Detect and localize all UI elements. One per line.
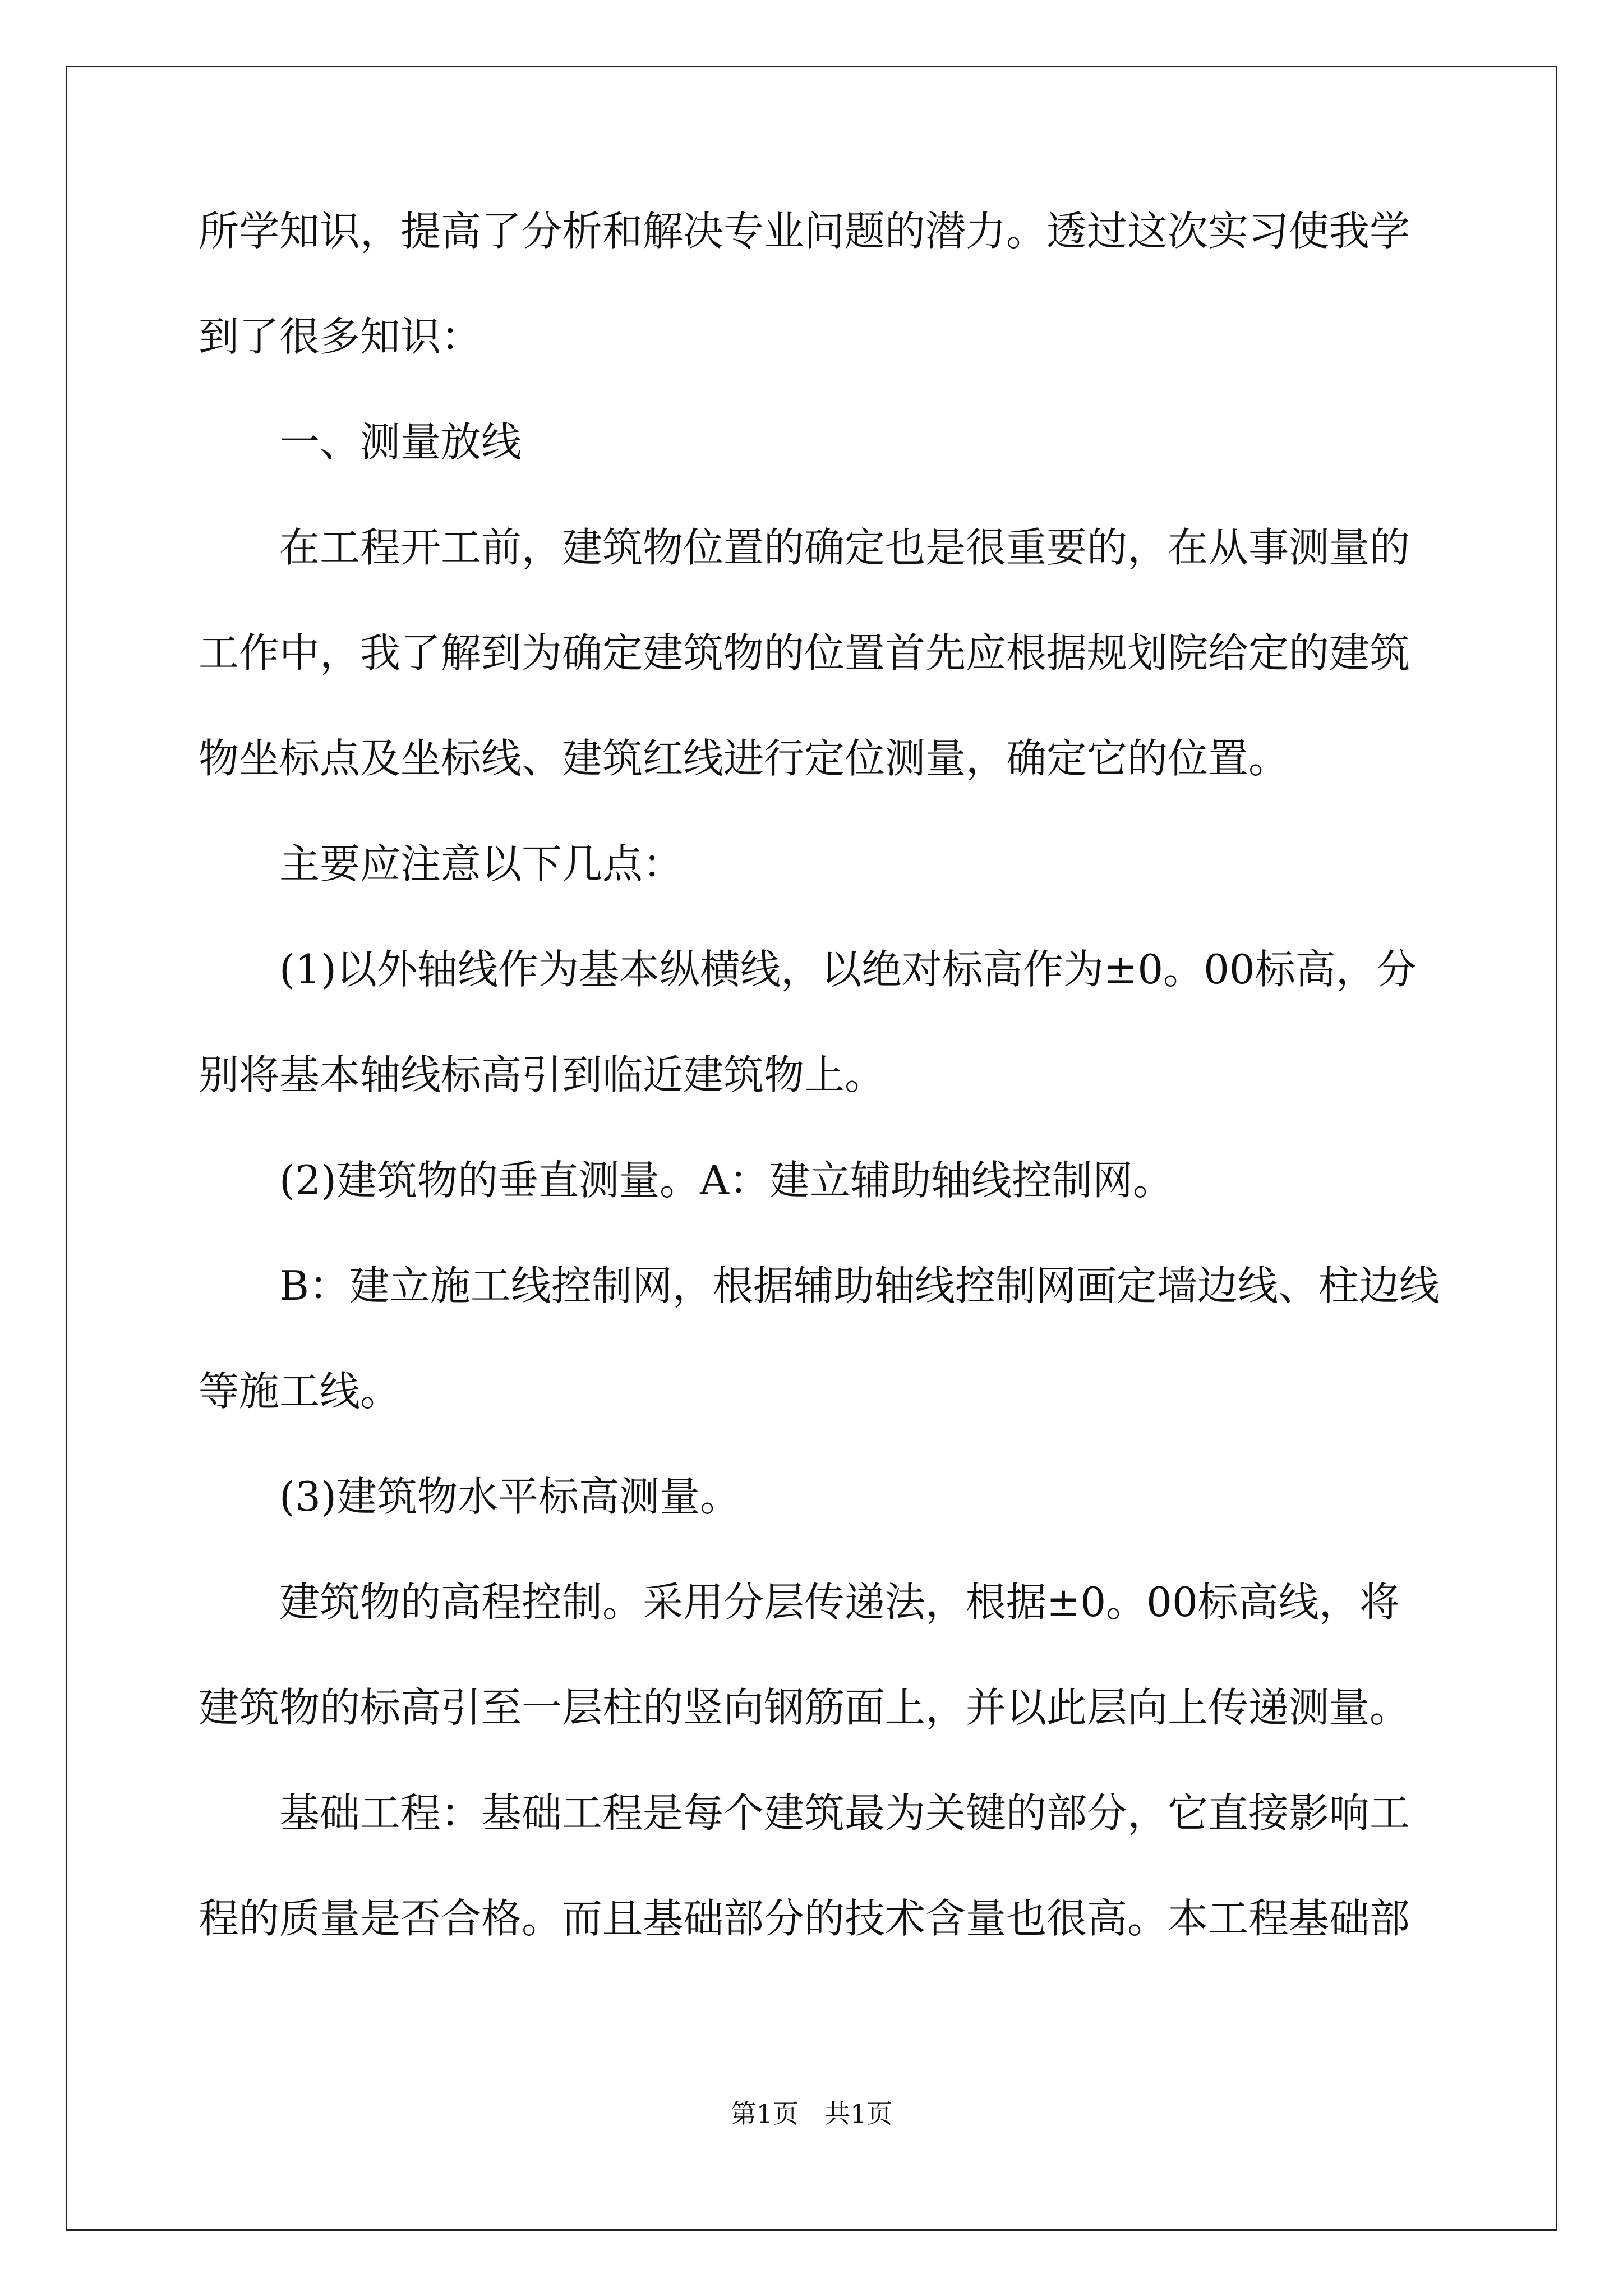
text-line: 基础工程：基础工程是每个建筑最为关键的部分，它直接影响工 (279, 1789, 1410, 1837)
text-line: 在工程开工前，建筑物位置的确定也是很重要的，在从事测量的 (279, 524, 1410, 571)
text-line: (2)建筑物的垂直测量。A：建立辅助轴线控制网。 (279, 1157, 1173, 1204)
text-line: 主要应注意以下几点： (279, 840, 684, 887)
text-line: 所学知识，提高了分析和解决专业问题的潜力。透过这次实习使我学 (199, 208, 1410, 255)
text-line: 到了很多知识： (199, 313, 482, 360)
text-line: (1)以外轴线作为基本纵横线，以绝对标高作为±0。00标高，分 (279, 946, 1417, 993)
text-line: 别将基本轴线标高引到临近建筑物上。 (199, 1051, 886, 1098)
text-line: 程的质量是否合格。而且基础部分的技术含量也很高。本工程基础部 (199, 1895, 1410, 1942)
text-line: B：建立施工线控制网，根据辅助轴线控制网画定墙边线、柱边线 (279, 1262, 1440, 1309)
text-line: 建筑物的高程控制。采用分层传递法，根据±0。00标高线，将 (279, 1579, 1400, 1626)
text-line: 物坐标点及坐标线、建筑红线进行定位测量，确定它的位置。 (199, 735, 1289, 782)
page-footer: 第1页 共1页 (730, 2099, 893, 2129)
section-heading: 一、测量放线 (279, 418, 522, 466)
text-line: 建筑物的标高引至一层柱的竖向钢筋面上，并以此层向上传递测量。 (199, 1684, 1410, 1731)
text-line: (3)建筑物水平标高测量。 (279, 1473, 740, 1520)
text-line: 等施工线。 (199, 1368, 401, 1415)
text-line: 工作中，我了解到为确定建筑物的位置首先应根据规划院给定的建筑 (199, 629, 1410, 677)
